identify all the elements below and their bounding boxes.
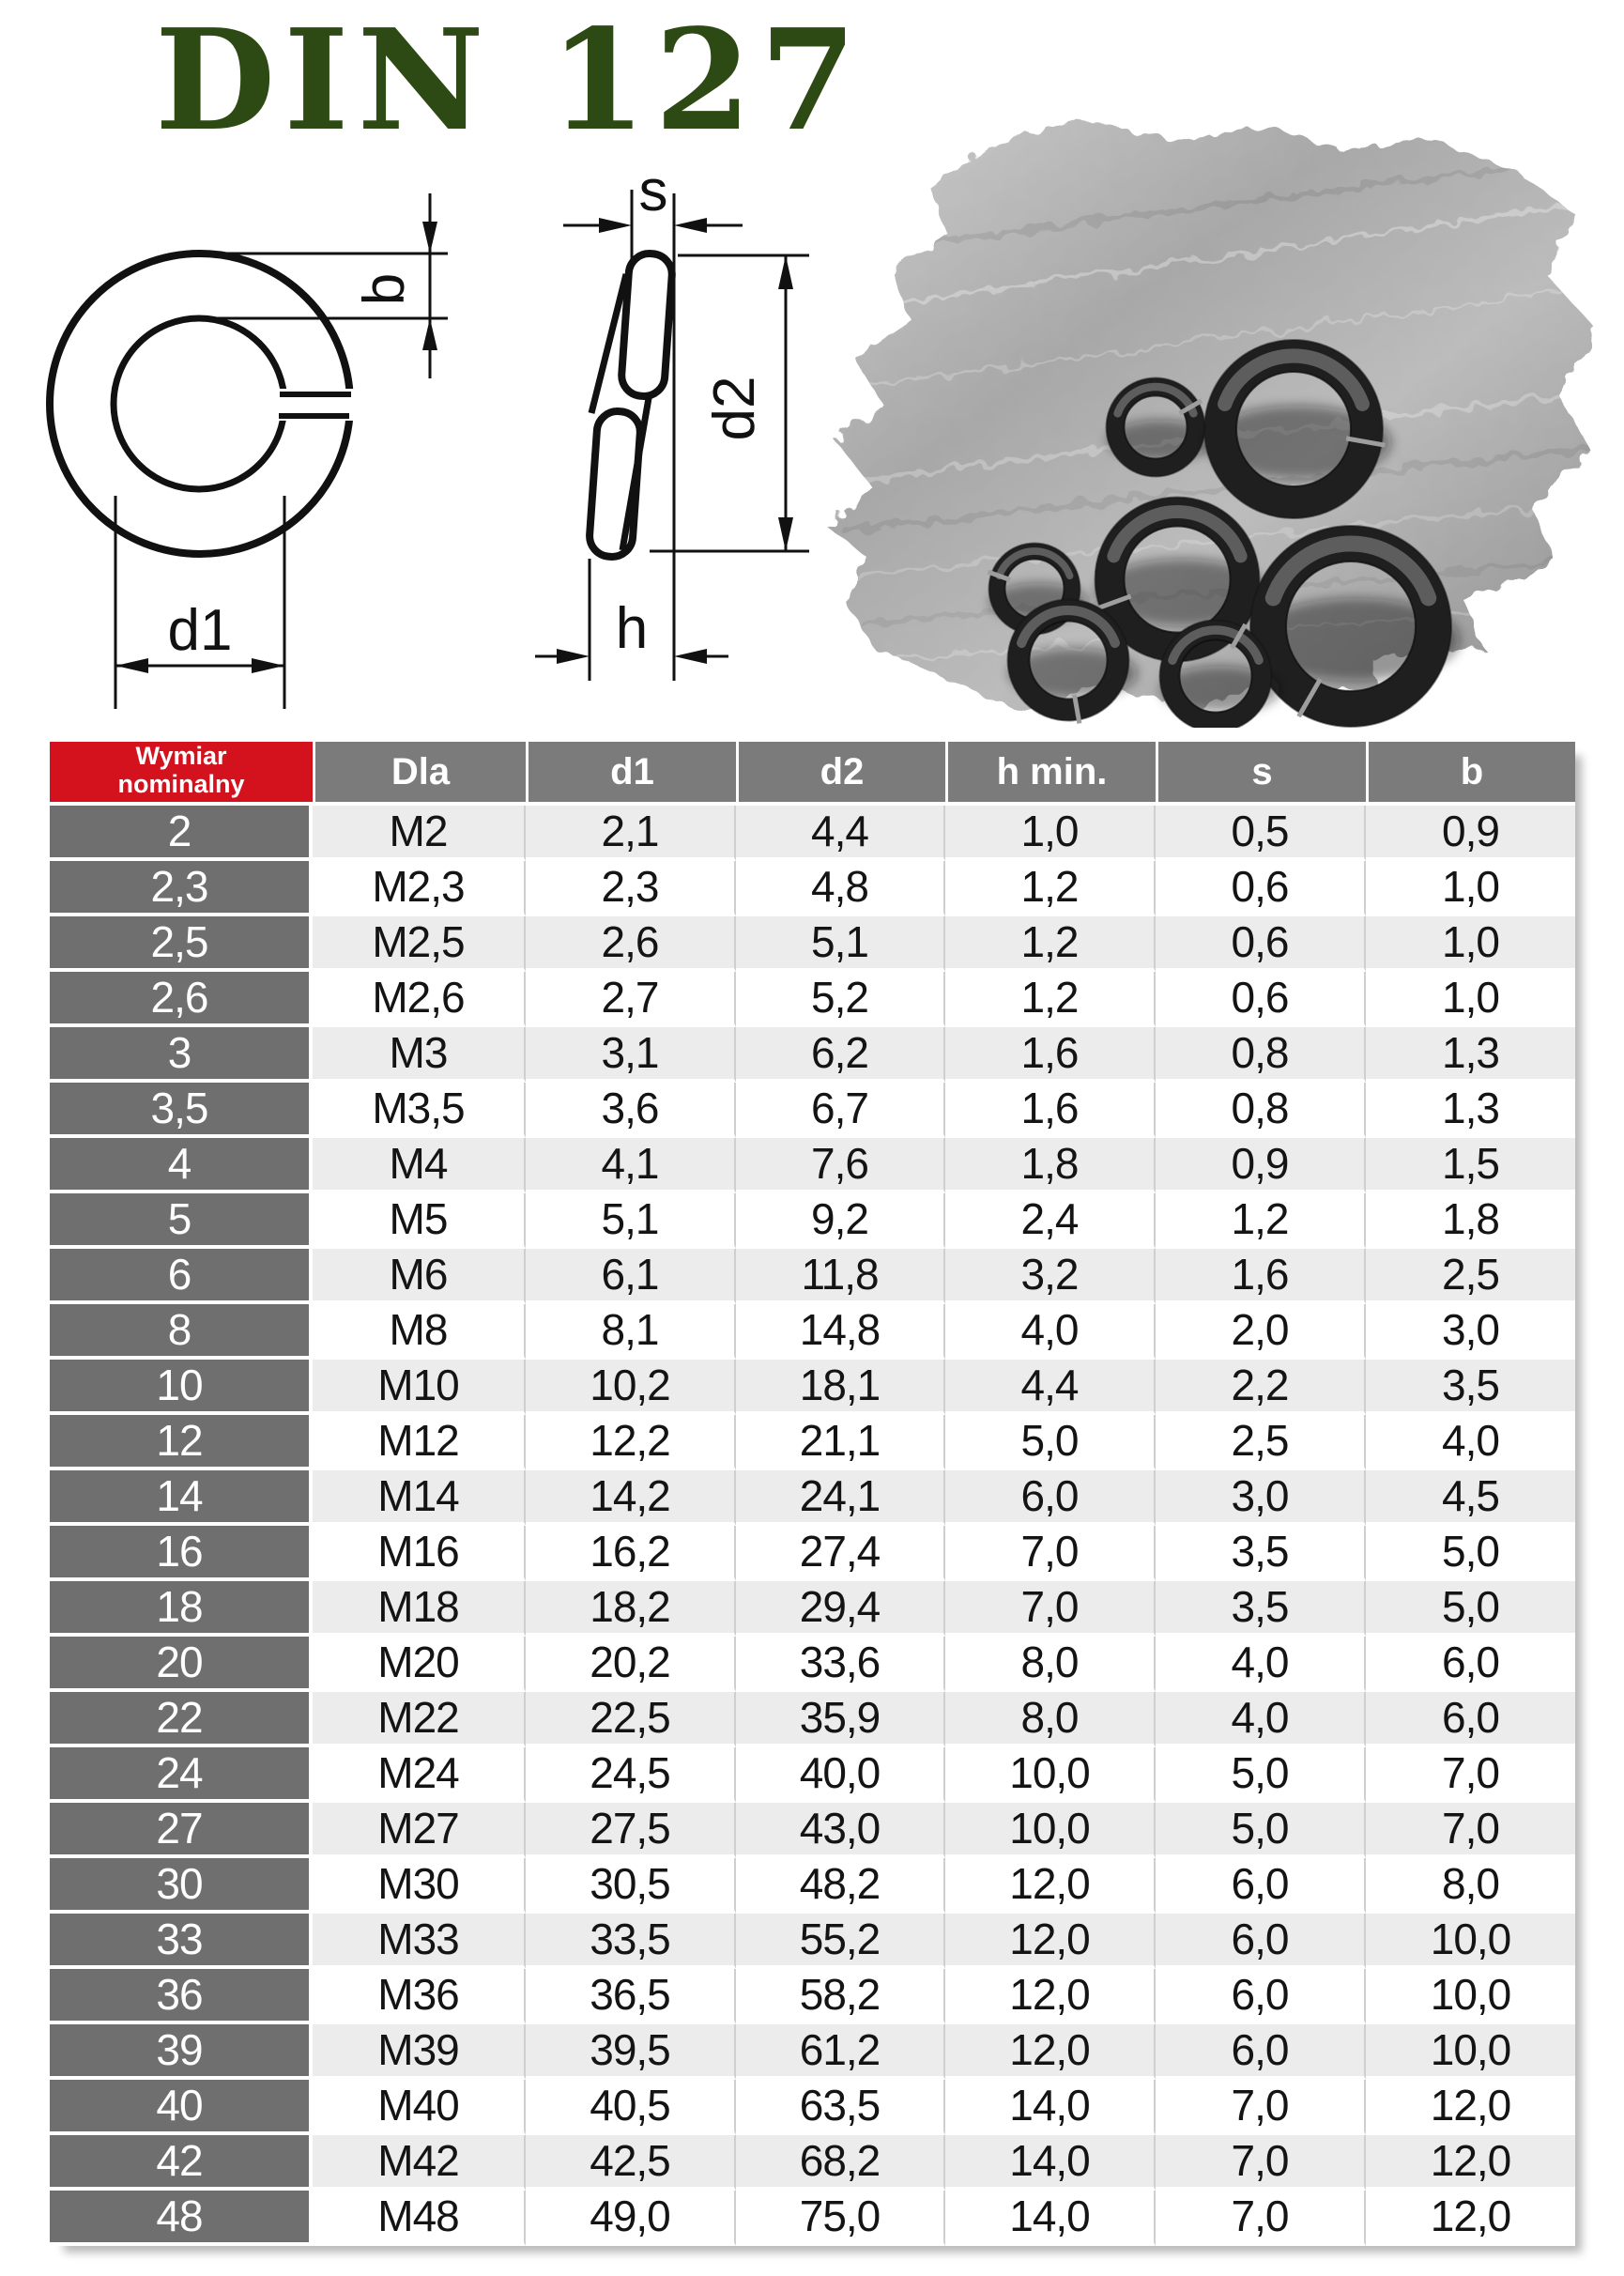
- data-cell: 12,0: [1366, 2191, 1575, 2246]
- data-cell: M8: [313, 1304, 526, 1360]
- data-cell: M14: [313, 1470, 526, 1526]
- table-row: [50, 1360, 1575, 1415]
- data-cell: 1,3: [1366, 1027, 1575, 1083]
- data-cell: 33,6: [736, 1637, 945, 1692]
- dim-label-d2: d2: [702, 376, 767, 441]
- spec-table: [50, 742, 1575, 2246]
- data-cell: 63,5: [736, 2080, 945, 2135]
- data-cell: 68,2: [736, 2135, 945, 2191]
- row-header-cell: 2,6: [50, 972, 313, 1027]
- row-header-cell: 10: [50, 1360, 313, 1415]
- row-header-cell: 24: [50, 1747, 313, 1803]
- data-cell: 2,0: [1156, 1304, 1366, 1360]
- table-row: [50, 1858, 1575, 1914]
- table-row: [50, 972, 1575, 1027]
- data-cell: M40: [313, 2080, 526, 2135]
- data-cell: 12,0: [1366, 2135, 1575, 2191]
- data-cell: 1,2: [945, 972, 1156, 1027]
- data-cell: 8,0: [945, 1637, 1156, 1692]
- data-cell: 36,5: [526, 1969, 736, 2024]
- table-row: [50, 1470, 1575, 1526]
- row-header-cell: 48: [50, 2191, 313, 2246]
- data-cell: 4,4: [736, 806, 945, 861]
- table-row: [50, 1027, 1575, 1083]
- data-cell: M2,5: [313, 916, 526, 972]
- data-cell: 8,1: [526, 1304, 736, 1360]
- data-cell: 3,5: [1156, 1581, 1366, 1637]
- table-row: [50, 1803, 1575, 1858]
- data-cell: M10: [313, 1360, 526, 1415]
- data-cell: 1,8: [1366, 1193, 1575, 1249]
- data-cell: 4,4: [945, 1360, 1156, 1415]
- data-cell: 7,0: [945, 1526, 1156, 1581]
- data-cell: 10,0: [945, 1803, 1156, 1858]
- row-header-cell: 3,5: [50, 1083, 313, 1138]
- data-cell: 20,2: [526, 1637, 736, 1692]
- data-cell: M4: [313, 1138, 526, 1193]
- row-header-cell: 30: [50, 1858, 313, 1914]
- data-cell: M3,5: [313, 1083, 526, 1138]
- data-cell: 5,0: [1156, 1747, 1366, 1803]
- data-cell: M5: [313, 1193, 526, 1249]
- data-cell: 39,5: [526, 2024, 736, 2080]
- data-cell: 14,0: [945, 2080, 1156, 2135]
- data-cell: 49,0: [526, 2191, 736, 2246]
- data-cell: 3,5: [1366, 1360, 1575, 1415]
- data-cell: M6: [313, 1249, 526, 1304]
- data-cell: 6,0: [1156, 1914, 1366, 1969]
- data-cell: 18,2: [526, 1581, 736, 1637]
- data-cell: 6,0: [1366, 1637, 1575, 1692]
- data-cell: 5,0: [1366, 1526, 1575, 1581]
- dim-label-b: b: [352, 272, 417, 306]
- data-cell: M30: [313, 1858, 526, 1914]
- table-row: [50, 2135, 1575, 2191]
- data-cell: 10,0: [1366, 1914, 1575, 1969]
- data-cell: 1,2: [945, 861, 1156, 916]
- data-cell: 12,0: [945, 1969, 1156, 2024]
- data-cell: M2,6: [313, 972, 526, 1027]
- data-cell: 7,0: [1366, 1803, 1575, 1858]
- data-cell: 27,4: [736, 1526, 945, 1581]
- col-header-d2: d2: [736, 742, 945, 806]
- table-row: [50, 1692, 1575, 1747]
- data-cell: 6,0: [1156, 1858, 1366, 1914]
- data-cell: 0,6: [1156, 916, 1366, 972]
- row-header-cell: 16: [50, 1526, 313, 1581]
- table-row: [50, 1914, 1575, 1969]
- data-cell: 4,5: [1366, 1470, 1575, 1526]
- data-cell: 10,0: [1366, 1969, 1575, 2024]
- data-cell: 0,6: [1156, 861, 1366, 916]
- data-cell: 1,5: [1366, 1138, 1575, 1193]
- row-header-cell: 18: [50, 1581, 313, 1637]
- row-header-cell: 2: [50, 806, 313, 861]
- data-cell: 5,2: [736, 972, 945, 1027]
- data-cell: M12: [313, 1415, 526, 1470]
- col-header-s: s: [1156, 742, 1366, 806]
- data-cell: 0,9: [1156, 1138, 1366, 1193]
- data-cell: 2,7: [526, 972, 736, 1027]
- row-header-cell: 4: [50, 1138, 313, 1193]
- data-cell: M18: [313, 1581, 526, 1637]
- data-cell: 6,0: [945, 1470, 1156, 1526]
- data-cell: 5,0: [1366, 1581, 1575, 1637]
- data-cell: M42: [313, 2135, 526, 2191]
- data-cell: M24: [313, 1747, 526, 1803]
- table-row: [50, 2080, 1575, 2135]
- data-cell: 12,0: [945, 1858, 1156, 1914]
- data-cell: 24,1: [736, 1470, 945, 1526]
- data-cell: 16,2: [526, 1526, 736, 1581]
- data-cell: 7,0: [1366, 1747, 1575, 1803]
- data-cell: 61,2: [736, 2024, 945, 2080]
- row-header-cell: 3: [50, 1027, 313, 1083]
- data-cell: 9,2: [736, 1193, 945, 1249]
- data-cell: 6,0: [1366, 1692, 1575, 1747]
- table-row: [50, 1581, 1575, 1637]
- dim-label-s: s: [638, 159, 668, 223]
- row-header-cell: 2,3: [50, 861, 313, 916]
- col-header-d1: d1: [526, 742, 736, 806]
- data-cell: 11,8: [736, 1249, 945, 1304]
- data-cell: M2,3: [313, 861, 526, 916]
- data-cell: 35,9: [736, 1692, 945, 1747]
- data-cell: 14,8: [736, 1304, 945, 1360]
- data-cell: M2: [313, 806, 526, 861]
- table-row: [50, 1969, 1575, 2024]
- data-cell: 6,0: [1156, 1969, 1366, 2024]
- col-header-wymiar-nominalny: [50, 742, 313, 806]
- col-header-dla: Dla: [313, 742, 526, 806]
- data-cell: 12,0: [945, 2024, 1156, 2080]
- table-row: [50, 1637, 1575, 1692]
- page-title: DIN 127: [155, 0, 866, 161]
- data-cell: 5,0: [1156, 1803, 1366, 1858]
- data-cell: 6,2: [736, 1027, 945, 1083]
- data-cell: 1,2: [1156, 1193, 1366, 1249]
- table-row: [50, 1193, 1575, 1249]
- data-cell: 1,0: [945, 806, 1156, 861]
- data-cell: M16: [313, 1526, 526, 1581]
- data-cell: 3,0: [1366, 1304, 1575, 1360]
- data-cell: 3,5: [1156, 1526, 1366, 1581]
- data-cell: 24,5: [526, 1747, 736, 1803]
- data-cell: 1,0: [1366, 916, 1575, 972]
- data-cell: M36: [313, 1969, 526, 2024]
- data-cell: 7,6: [736, 1138, 945, 1193]
- data-cell: 7,0: [1156, 2191, 1366, 2246]
- data-cell: 48,2: [736, 1858, 945, 1914]
- data-cell: 2,5: [1156, 1415, 1366, 1470]
- table-row: [50, 2191, 1575, 2246]
- data-cell: 1,6: [945, 1083, 1156, 1138]
- row-header-cell: 12: [50, 1415, 313, 1470]
- data-cell: 10,0: [1366, 2024, 1575, 2080]
- data-cell: 4,1: [526, 1138, 736, 1193]
- row-header-cell: 20: [50, 1637, 313, 1692]
- data-cell: 1,3: [1366, 1083, 1575, 1138]
- data-cell: 43,0: [736, 1803, 945, 1858]
- data-cell: 14,0: [945, 2135, 1156, 2191]
- data-cell: 10,2: [526, 1360, 736, 1415]
- col-header-b: b: [1366, 742, 1575, 806]
- row-header-cell: 6: [50, 1249, 313, 1304]
- data-cell: 27,5: [526, 1803, 736, 1858]
- data-cell: 42,5: [526, 2135, 736, 2191]
- data-cell: 14,2: [526, 1470, 736, 1526]
- data-cell: 4,0: [1156, 1692, 1366, 1747]
- data-cell: 1,6: [1156, 1249, 1366, 1304]
- data-cell: 2,6: [526, 916, 736, 972]
- data-cell: 6,1: [526, 1249, 736, 1304]
- table-row: [50, 2024, 1575, 2080]
- table-row: [50, 1526, 1575, 1581]
- data-cell: 2,4: [945, 1193, 1156, 1249]
- front-view-drawing: [38, 131, 488, 742]
- data-cell: 2,3: [526, 861, 736, 916]
- data-cell: 8,0: [1366, 1858, 1575, 1914]
- data-cell: 5,0: [945, 1415, 1156, 1470]
- data-cell: 1,0: [1366, 861, 1575, 916]
- table-row: [50, 1083, 1575, 1138]
- table-row: [50, 861, 1575, 916]
- data-cell: M27: [313, 1803, 526, 1858]
- data-cell: M48: [313, 2191, 526, 2246]
- data-cell: 1,8: [945, 1138, 1156, 1193]
- data-cell: 18,1: [736, 1360, 945, 1415]
- data-cell: 6,7: [736, 1083, 945, 1138]
- data-cell: 8,0: [945, 1692, 1156, 1747]
- data-cell: 4,0: [945, 1304, 1156, 1360]
- data-cell: 21,1: [736, 1415, 945, 1470]
- data-cell: 2,2: [1156, 1360, 1366, 1415]
- side-view-drawing: [535, 131, 854, 695]
- table-row: [50, 1304, 1575, 1360]
- table-row: [50, 1138, 1575, 1193]
- row-header-cell: 8: [50, 1304, 313, 1360]
- row-header-cell: 39: [50, 2024, 313, 2080]
- dim-label-d1: d1: [167, 598, 233, 663]
- data-cell: 7,0: [945, 1581, 1156, 1637]
- table-row: [50, 916, 1575, 972]
- data-cell: 4,0: [1366, 1415, 1575, 1470]
- table-row: [50, 806, 1575, 861]
- data-cell: 55,2: [736, 1914, 945, 1969]
- data-cell: 22,5: [526, 1692, 736, 1747]
- table-body: [50, 806, 1575, 2246]
- row-header-cell: 36: [50, 1969, 313, 2024]
- col-header-label: Wymiar nominalny: [117, 742, 245, 799]
- data-cell: 14,0: [945, 2191, 1156, 2246]
- data-cell: M3: [313, 1027, 526, 1083]
- data-cell: 6,0: [1156, 2024, 1366, 2080]
- row-header-cell: 22: [50, 1692, 313, 1747]
- data-cell: 1,6: [945, 1027, 1156, 1083]
- data-cell: 12,2: [526, 1415, 736, 1470]
- data-cell: 40,0: [736, 1747, 945, 1803]
- data-cell: 4,0: [1156, 1637, 1366, 1692]
- data-cell: 2,5: [1366, 1249, 1575, 1304]
- row-header-cell: 42: [50, 2135, 313, 2191]
- data-cell: 3,0: [1156, 1470, 1366, 1526]
- data-cell: 75,0: [736, 2191, 945, 2246]
- data-cell: 12,0: [945, 1914, 1156, 1969]
- data-cell: 4,8: [736, 861, 945, 916]
- data-cell: 10,0: [945, 1747, 1156, 1803]
- row-header-cell: 2,5: [50, 916, 313, 972]
- data-cell: 1,2: [945, 916, 1156, 972]
- data-cell: M22: [313, 1692, 526, 1747]
- data-cell: 12,0: [1366, 2080, 1575, 2135]
- data-cell: 29,4: [736, 1581, 945, 1637]
- data-cell: 0,8: [1156, 1083, 1366, 1138]
- data-cell: 5,1: [736, 916, 945, 972]
- data-cell: 7,0: [1156, 2135, 1366, 2191]
- header-row: [50, 742, 1575, 806]
- row-header-cell: 5: [50, 1193, 313, 1249]
- table-row: [50, 1747, 1575, 1803]
- data-cell: 40,5: [526, 2080, 736, 2135]
- data-cell: 30,5: [526, 1858, 736, 1914]
- data-cell: 58,2: [736, 1969, 945, 2024]
- data-cell: 3,2: [945, 1249, 1156, 1304]
- row-header-cell: 40: [50, 2080, 313, 2135]
- data-cell: 5,1: [526, 1193, 736, 1249]
- data-cell: 3,6: [526, 1083, 736, 1138]
- data-cell: 7,0: [1156, 2080, 1366, 2135]
- data-cell: M33: [313, 1914, 526, 1969]
- data-cell: 0,6: [1156, 972, 1366, 1027]
- data-cell: 3,1: [526, 1027, 736, 1083]
- row-header-cell: 33: [50, 1914, 313, 1969]
- table-row: [50, 1249, 1575, 1304]
- data-cell: 0,8: [1156, 1027, 1366, 1083]
- row-header-cell: 27: [50, 1803, 313, 1858]
- row-header-cell: 14: [50, 1470, 313, 1526]
- data-cell: 2,1: [526, 806, 736, 861]
- data-cell: 0,9: [1366, 806, 1575, 861]
- table-row: [50, 1415, 1575, 1470]
- data-cell: 0,5: [1156, 806, 1366, 861]
- data-cell: 1,0: [1366, 972, 1575, 1027]
- col-header-h-min: h min.: [945, 742, 1156, 806]
- data-cell: M39: [313, 2024, 526, 2080]
- data-cell: 33,5: [526, 1914, 736, 1969]
- data-cell: M20: [313, 1637, 526, 1692]
- dim-label-h: h: [615, 596, 649, 661]
